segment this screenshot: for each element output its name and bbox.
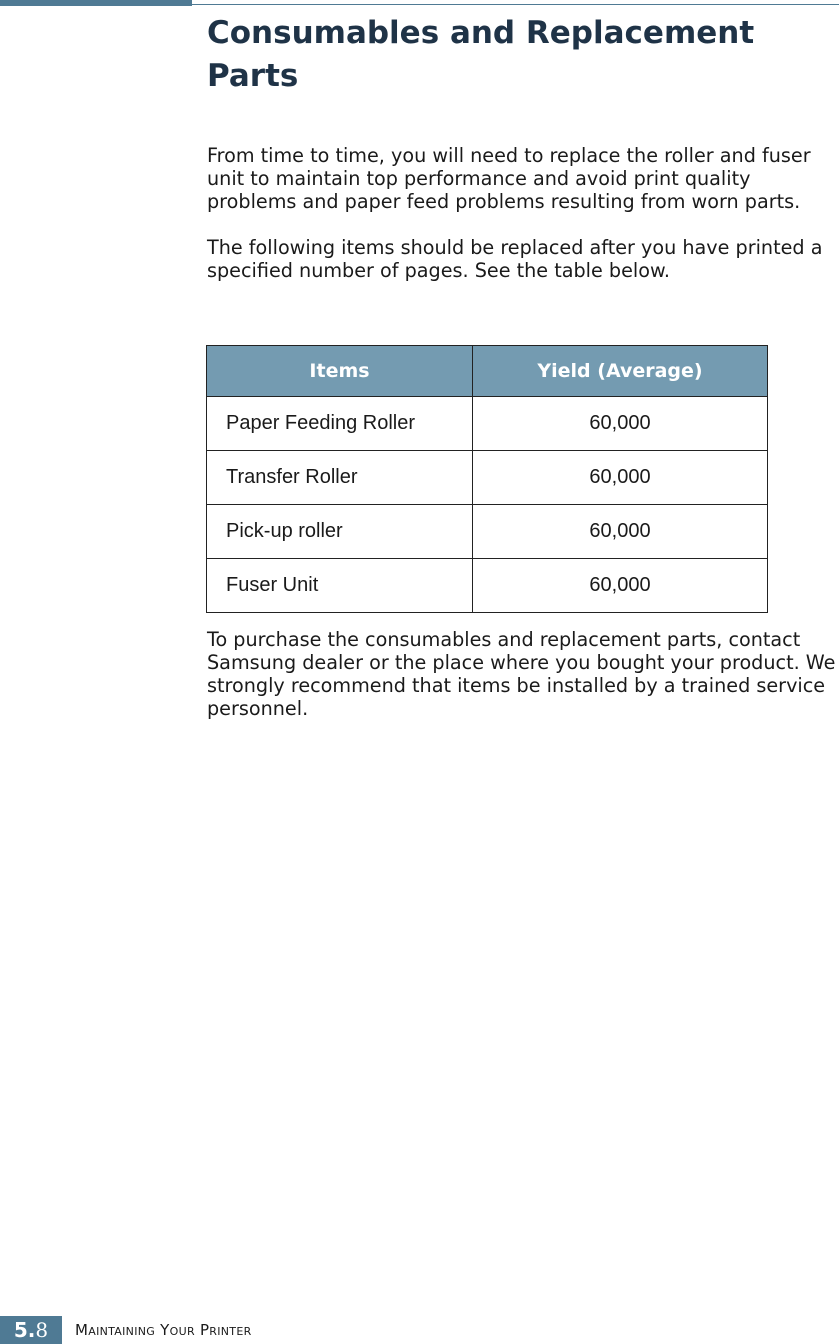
page-number: 8 [35, 1318, 49, 1342]
item-name-cell: Fuser Unit [207, 559, 473, 613]
column-header-yield: Yield (Average) [473, 346, 768, 397]
page-title: Consumables and Replacement Parts [207, 15, 755, 94]
intro-paragraph: From time to time, you will need to replace the roller and fuser unit to maintain top performance and avoid print quality problems and paper feed problems resulting from worn parts. [207, 144, 811, 213]
header-accent-tab [0, 0, 192, 6]
chapter-number: 5. [13, 1318, 36, 1342]
yield-value-cell: 60,000 [473, 505, 768, 559]
item-name-cell: Transfer Roller [207, 451, 473, 505]
table-row [207, 397, 768, 451]
item-name-cell: Pick-up roller [207, 505, 473, 559]
table-row [207, 451, 768, 505]
table-row [207, 505, 768, 559]
table-header-row [207, 346, 768, 397]
item-name-cell: Paper Feeding Roller [207, 397, 473, 451]
yield-value-cell: 60,000 [473, 451, 768, 505]
page-number-badge [0, 1316, 62, 1344]
table-row [207, 559, 768, 613]
consumables-table [206, 345, 768, 613]
table-intro-paragraph: The following items should be replaced after you have printed a specified number of pages. See the table below. [207, 236, 823, 282]
header-rule [192, 4, 839, 5]
yield-value-cell: 60,000 [473, 559, 768, 613]
yield-value-cell: 60,000 [473, 397, 768, 451]
column-header-items: Items [207, 346, 473, 397]
footer-section-title: Maintaining Your Printer [75, 1321, 252, 1339]
purchase-paragraph: To purchase the consumables and replacement parts, contact Samsung dealer or the place where you bought your product. We strongly recommend that items be installed by a trained service personnel. [207, 628, 836, 720]
